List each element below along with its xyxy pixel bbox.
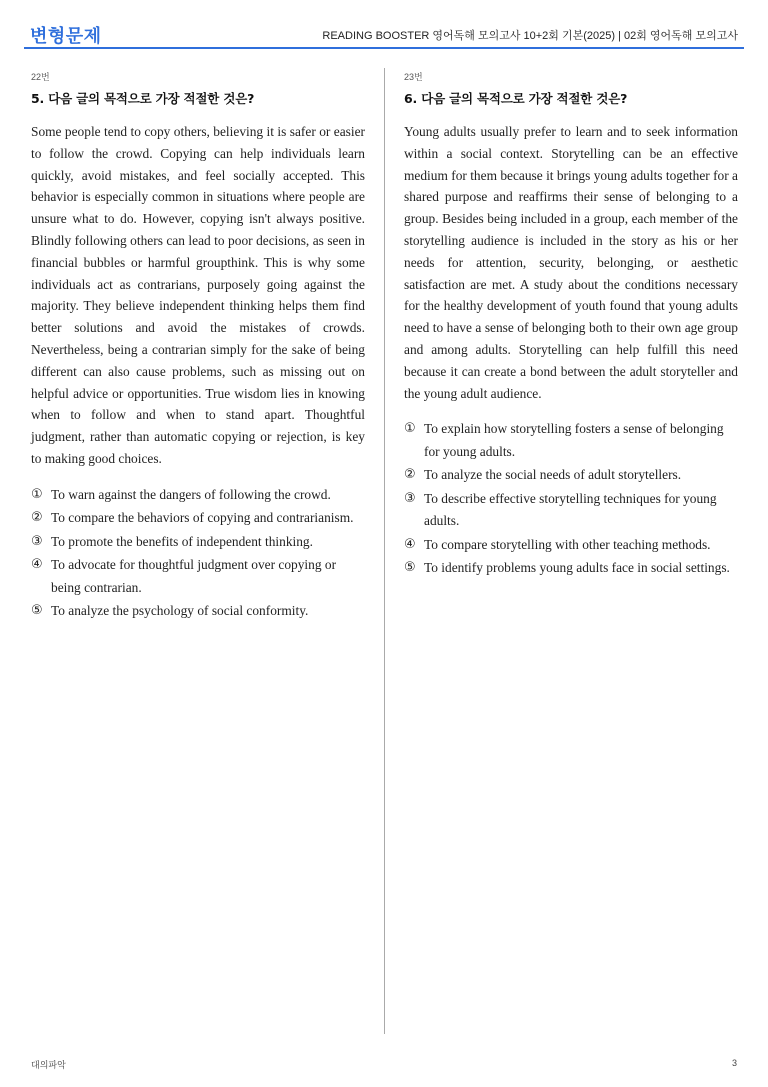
- choice-text: To promote the benefits of independent thinking.: [51, 533, 313, 549]
- footer-category: 대의파악: [31, 1061, 66, 1071]
- answer-choice-1[interactable]: [31, 484, 365, 507]
- answer-choice-3[interactable]: [404, 488, 738, 533]
- answer-choice-2[interactable]: [404, 464, 738, 487]
- answer-choice-5[interactable]: [404, 557, 738, 580]
- header-divider: [24, 47, 744, 49]
- choice-text: To compare storytelling with other teaching methods.: [424, 536, 711, 552]
- choice-mark: ②: [31, 510, 43, 526]
- question-23: [404, 70, 738, 581]
- choice-text: To advocate for thoughtful judgment over copying or being contrarian.: [51, 557, 337, 595]
- choice-mark: ④: [31, 557, 43, 573]
- choice-text: To analyze the psychology of social conformity.: [51, 603, 309, 619]
- page-number: 3: [731, 1058, 737, 1068]
- question-passage: Some people tend to copy others, believing it is safer or easier to follow the crowd. Copying can help individuals learn quickly, avoid mistakes, and feel socially accepted. This behavior is especially common in situations where people are unsure what to do. However, copying isn't always positive. Blindly following others can lead to poor decisions, as seen in financial bubbles or harmful groupthink. This is why some individuals act as contrarians, purposely going against the majority. They believe independent thinking helps them find better solutions and avoid the mistakes of crowds. Nevertheless, being a contrarian simply for the sake of being different can also cause problems, such as missing out on helpful advice or opportunities. True wisdom lies in knowing when to follow and when to stand apart. Thoughtful judgment, rather than automatic copying or rejection, is key to making good choices.: [31, 124, 365, 466]
- choice-text: To compare the behaviors of copying and contrarianism.: [51, 510, 354, 526]
- question-number-label: 22번: [31, 72, 50, 82]
- answer-choice-3[interactable]: [31, 531, 365, 554]
- section-title: 변형문제: [30, 26, 102, 47]
- page-header: [0, 0, 768, 50]
- choice-text: To analyze the social needs of adult storytellers.: [424, 467, 682, 483]
- choice-mark: ⑤: [31, 603, 43, 619]
- choice-mark: ①: [31, 486, 43, 502]
- choice-text: To describe effective storytelling techniques for young adults.: [424, 490, 717, 529]
- book-subtitle: READING BOOSTER 영어독해 모의고사 10+2회 기본(2025) | 02회 영어독해 모의고사: [322, 30, 738, 42]
- choice-mark: ①: [404, 421, 416, 437]
- question-title: 5. 다음 글의 목적으로 가장 적절한 것은?: [31, 91, 255, 106]
- answer-choices: [404, 418, 738, 580]
- answer-choice-1[interactable]: [404, 418, 738, 463]
- choice-mark: ④: [404, 536, 416, 552]
- answer-choice-4[interactable]: [31, 554, 365, 599]
- choice-mark: ③: [31, 533, 43, 549]
- choice-mark: ⑤: [404, 560, 416, 576]
- column-divider: [384, 68, 385, 1034]
- answer-choices: [31, 484, 365, 623]
- question-title: 6. 다음 글의 목적으로 가장 적절한 것은?: [404, 91, 628, 106]
- choice-mark: ③: [404, 490, 416, 506]
- question-22: [31, 70, 365, 624]
- choice-mark: ②: [404, 467, 416, 483]
- answer-choice-5[interactable]: [31, 600, 365, 623]
- choice-text: To explain how storytelling fosters a sense of belonging for young adults.: [424, 421, 724, 459]
- answer-choice-4[interactable]: [404, 534, 738, 557]
- question-passage: Young adults usually prefer to learn and to seek information within a social context. Storytelling can be an effective medium for them because it brings young adults together for a shared purpose and reaffirms their sense of belonging to a group. Besides being included in a group, each member of the storytelling audience is included in the story as his or her needs for attention, security, belonging, or aesthetic satisfaction are met. A study about the conditions necessary for the healthy development of youth found that young adults need to have a sense of belonging both to their own age group and among adults. Storytelling can help fulfill this need because it can create a bond between the adult storyteller and the young adult audience.: [404, 124, 738, 401]
- answer-choice-2[interactable]: [31, 507, 365, 530]
- choice-text: To warn against the dangers of following the crowd.: [51, 486, 331, 502]
- choice-text: To identify problems young adults face in social settings.: [424, 560, 730, 576]
- question-number-label: 23번: [404, 72, 423, 82]
